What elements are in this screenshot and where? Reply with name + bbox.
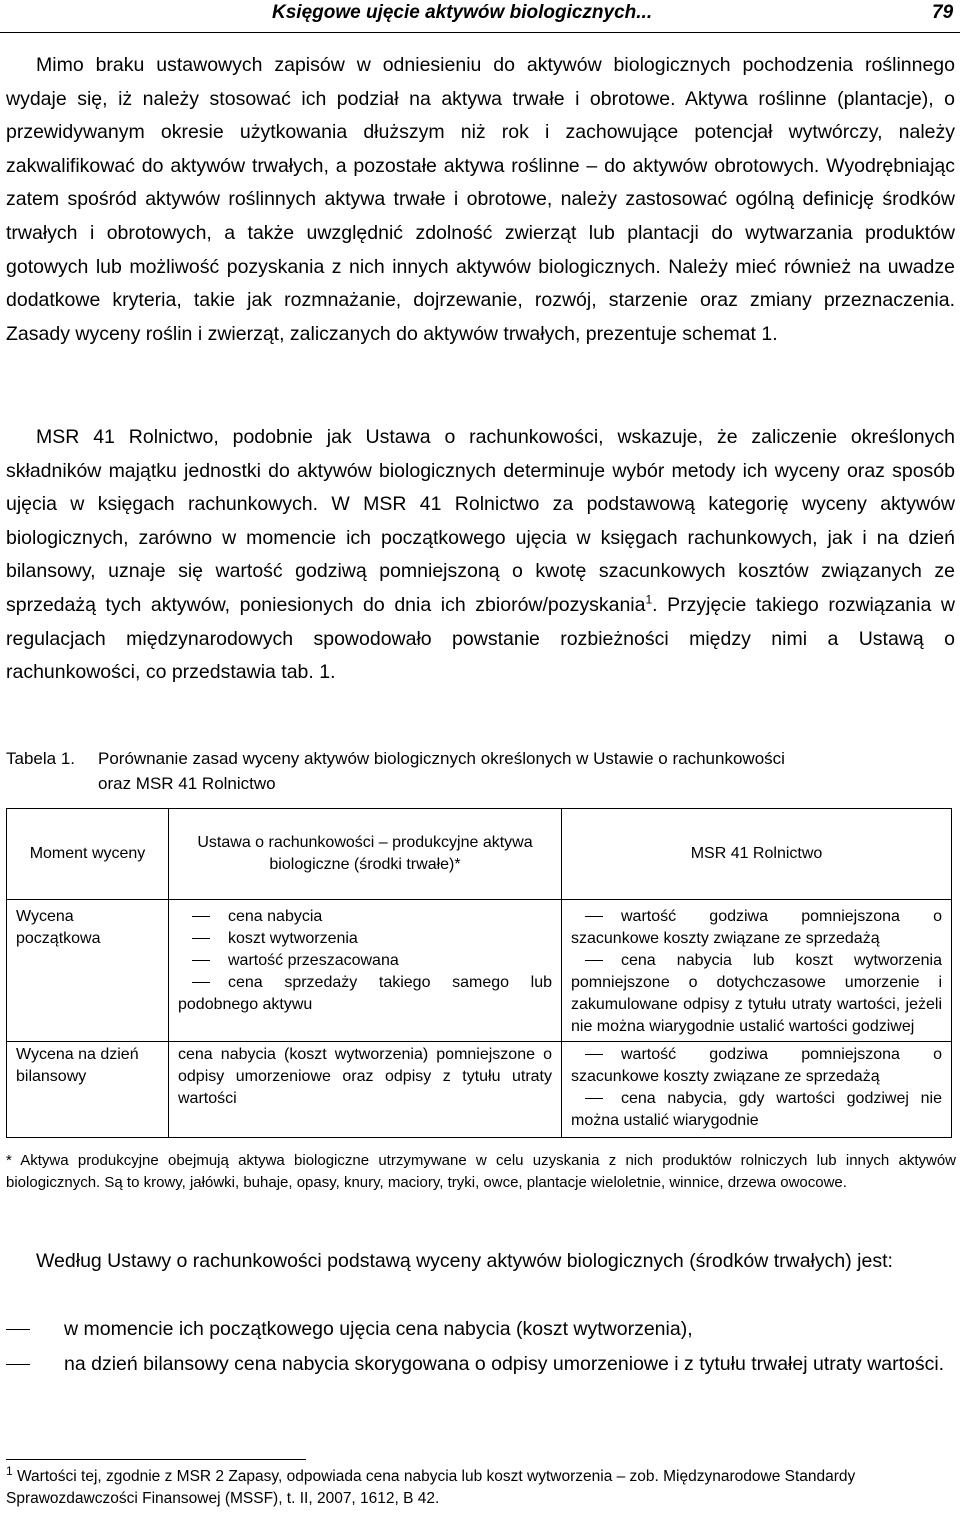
table-header-row [7, 809, 952, 900]
bullet-item [6, 1313, 955, 1345]
caption-line-1: Porównanie zasad wyceny aktywów biologicznych określonych w Ustawie o rachunkowości [98, 749, 785, 768]
moment-cell: Wycena na dzień bilansowy [7, 1042, 169, 1138]
msr-cell [562, 900, 952, 1042]
table-row [7, 900, 952, 1042]
comparison-table [6, 808, 952, 1138]
item-text: cena nabycia lub koszt wytworzenia pomniejszone o dotychczasowe umorzenie i zakumulowane odpisy z tytułu utraty wartości, jeżeli nie można wiarygodnie ustalić wartości godziwej [571, 952, 942, 1035]
table-row [7, 1042, 952, 1138]
bullet-item [6, 1348, 955, 1380]
dash-icon [585, 1098, 603, 1099]
dash-icon [192, 960, 210, 961]
list-item [571, 906, 942, 950]
bullet-text: w momencie ich początkowego ujęcia cena nabycia (koszt wytworzenia), [64, 1318, 693, 1340]
dash-icon [585, 916, 603, 917]
paragraph-2-end: . Przyjęcie takiego rozwiązania w regulacjach międzynarodowych spowodowało powstanie rozbieżności między nimi a Ustawą o rachunkowości, co przedstawia tab. 1. [6, 593, 955, 684]
header-title: Księgowe ujęcie aktywów biologicznych... [272, 2, 653, 23]
caption-line-2: oraz MSR 41 Rolnictwo [98, 774, 276, 793]
paragraph-1-text: Mimo braku ustawowych zapisów w odniesieniu do aktywów biologicznych pochodzenia roślinnego wydaje się, iż należy stosować ich podział na aktywa trwałe i obrotowe. Aktywa roślinne (plantacje), o przewidywanym okresie użytkowania dłuższym niż rok i zachowujące potencjał wytwórczy, należy zakwalifikować do aktywów trwałych, a pozostałe aktywa roślinne – do aktywów obrotowych. Wyodrębniając zatem spośród aktywów roślinnych aktywa trwałe i obrotowe, należy zastosować ogólną definicję środków trwałych i obrotowych, a także uwzględnić zdolność zwierząt lub plantacji do wytwarzania produktów gotowych lub możliwość pozyskania z nich innych aktywów biologicznych. Należy mieć również na uwadze dodatkowe kryteria, takie jak rozmnażanie, dojrzewanie, rozwój, starzenie oraz zmiany przeznaczenia. Zasady wyceny roślin i zwierząt, zaliczanych do aktywów trwałych, prezentuje schemat 1. [6, 54, 955, 345]
list-item [571, 950, 942, 1038]
table-caption [6, 746, 956, 796]
paragraph-3-text: Według Ustawy o rachunkowości podstawą wyceny aktywów biologicznych (środków trwałych) jest: [36, 1250, 893, 1272]
header-cell: MSR 41 Rolnictwo [562, 809, 952, 900]
footnote-ref: 1 [645, 592, 653, 607]
item-text: wartość godziwa pomniejszona o szacunkowe koszty związane ze sprzedażą [571, 1046, 942, 1085]
caption-label: Tabela 1. [6, 749, 75, 768]
list-item [178, 972, 552, 1016]
header-cell: Moment wyceny [7, 809, 169, 900]
dash-icon [192, 916, 210, 917]
footnote [6, 1463, 956, 1510]
bullet-text: na dzień bilansowy cena nabycia skorygowana o odpisy umorzeniowe i z tytułu trwałej utraty wartości. [64, 1353, 945, 1375]
item-text: wartość godziwa pomniejszona o szacunkowe koszty związane ze sprzedażą [571, 908, 942, 947]
msr-cell [562, 1042, 952, 1138]
dash-icon [192, 938, 210, 939]
item-text: koszt wytworzenia [228, 930, 358, 947]
item-text: cena sprzedaży takiego samego lub podobnego aktywu [178, 974, 552, 1013]
paragraph-2-text: MSR 41 Rolnictwo, podobnie jak Ustawa o rachunkowości, wskazuje, że zaliczenie określonych składników majątku jednostki do aktywów biologicznych determinuje wybór metody ich wyceny oraz sposób ujęcia w księgach rachunkowych. W MSR 41 Rolnictwo za podstawową kategorię wyceny aktywów biologicznych, zarówno w momencie ich początkowego ujęcia w księgach rachunkowych, jak i na dzień bilansowy, uznaje się wartość godziwą pomniejszoną o kwotę szacunkowych kosztów związanych ze sprzedażą tych aktywów, poniesionych do dnia ich zbiorów/pozyskania [6, 426, 955, 616]
page-number: 79 [932, 2, 954, 23]
dash-icon [192, 982, 210, 983]
item-text: cena nabycia, gdy wartości godziwej nie można ustalić wiarygodnie [571, 1090, 942, 1129]
dash-icon [6, 1329, 30, 1330]
footnote-divider [6, 1459, 306, 1460]
footnote-number: 1 [6, 1463, 13, 1478]
ustawa-cell: cena nabycia (koszt wytworzenia) pomniejszone o odpisy umorzeniowe oraz odpisy z tytułu utraty wartości [169, 1042, 562, 1138]
list-item [571, 1088, 942, 1132]
list-item [178, 928, 552, 950]
paragraph-2 [6, 421, 955, 690]
footnote-text: Wartości tej, zgodnie z MSR 2 Zapasy, odpowiada cena nabycia lub koszt wytworzenia – zob. Międzynarodowe Standardy Sprawozdawczości Finansowej (MSSF), t. II, 2007, 1612, B 42. [6, 1468, 856, 1507]
list-item [178, 950, 552, 972]
dash-icon [6, 1364, 30, 1365]
header-cell: Ustawa o rachunkowości – produkcyjne aktywa biologiczne (środki trwałe)* [169, 809, 562, 900]
moment-cell: Wycena początkowa [7, 900, 169, 1042]
list-item [178, 906, 552, 928]
item-text: cena nabycia [228, 908, 323, 925]
paragraph-1 [6, 49, 955, 351]
list-item [571, 1044, 942, 1088]
dash-icon [585, 1054, 603, 1055]
dash-icon [585, 960, 603, 961]
ustawa-cell [169, 900, 562, 1042]
paragraph-3-intro [6, 1245, 955, 1277]
item-text: wartość przeszacowana [228, 952, 399, 969]
running-header [0, 0, 960, 33]
table-note: * Aktywa produkcyjne obejmują aktywa biologiczne utrzymywane w celu uzyskania z nich produktów rolniczych lub innych aktywów biologicznych. Są to krowy, jałówki, buhaje, opasy, knury, maciory, tryki, owce, plantacje wieloletnie, winnice, drzewa owocowe. [6, 1152, 956, 1191]
